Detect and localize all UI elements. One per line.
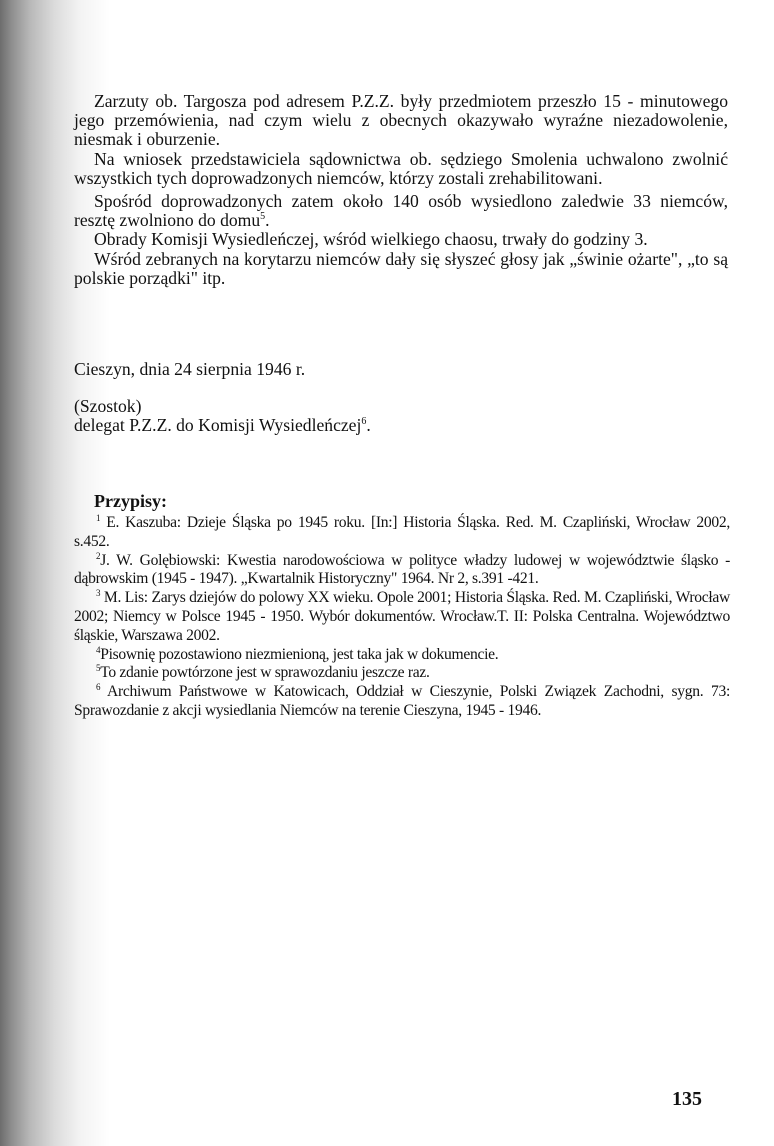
footnote-6	[74, 683, 730, 721]
footnotes-list	[74, 514, 730, 721]
paragraph-2: Na wniosek przedstawiciela sądownictwa ob. sędziego Smolenia uchwalono zwolnić wszystkich tych doprowadzonych niemców, którzy zostali zrehabilitowani.	[74, 148, 728, 188]
footnote-4	[74, 646, 730, 665]
footnote-ref-6[interactable]: 6	[361, 416, 367, 428]
signature-name: (Szostok)	[74, 396, 142, 417]
footnote-text: To zdanie powtórzone jest w sprawozdaniu jeszcze raz.	[100, 664, 430, 682]
footnote-number: 1	[96, 512, 101, 523]
date-line: Cieszyn, dnia 24 sierpnia 1946 r.	[74, 359, 306, 379]
footnote-number: 4	[96, 644, 101, 655]
footnote-number: 3	[96, 588, 101, 598]
footnotes-heading: Przypisy:	[94, 491, 167, 511]
signature-role-text: delegat P.Z.Z. do Komisji Wysiedleńczej	[74, 415, 362, 436]
signature-end: .	[366, 415, 371, 436]
signature-role	[74, 416, 728, 435]
paragraph-3	[74, 192, 728, 230]
footnote-text: M. Lis: Zarys dziejów do polowy XX wieku. Opole 2001; Historia Śląska. Red. M. Czapliński, Wrocław 2002; Niemcy w Polsce 1945 - 1950. Wybór dokumentów. Wrocław.T. II: Polska Centralna. Województwo śląskie, Warszawa 2002.	[74, 589, 731, 644]
footnote-text: Pisownię pozostawiono niezmienioną, jest taka jak w dokumencie.	[100, 645, 499, 663]
footnote-text: Archiwum Państwowe w Katowicach, Oddział w Cieszynie, Polski Związek Zachodni, sygn. 73: Sprawozdanie z akcji wysiedlania Niemców na terenie Cieszyna, 1945 - 1946.	[74, 683, 730, 719]
paragraph-4: Obrady Komisji Wysiedleńczej, wśród wielkiego chaosu, trwały do godziny 3.	[94, 229, 648, 250]
footnote-text: E. Kaszuba: Dzieje Śląska po 1945 roku. [In:] Historia Śląska. Red. M. Czapliński, Wrocław 2002, s.452.	[74, 514, 730, 550]
paragraph-5: Wśród zebranych na korytarzu niemców dały się słyszeć głosy jak „świnie ożarte", „to są polskie porządki" itp.	[74, 248, 728, 288]
footnote-number: 5	[96, 663, 101, 674]
footnote-number: 2	[96, 550, 101, 561]
footnote-text: J. W. Golębiowski: Kwestia narodowościowa w polityce władzy ludowej w województwie śląsko - dąbrowskim (1945 - 1947). „Kwartalnik Historyczny" 1964. Nr 2, s.391 -421.	[74, 551, 730, 588]
page-number: 135	[672, 1088, 702, 1110]
footnote-1	[74, 514, 730, 552]
paragraph-3-end: .	[265, 210, 270, 231]
body-text	[74, 92, 728, 288]
footnote-3	[74, 589, 730, 645]
footnote-2	[74, 552, 730, 590]
closing-block	[74, 360, 728, 436]
paragraph-3-text: Spośród doprowadzonych zatem około 140 osób wysiedlono zaledwie 33 niemców, resztę zwolniono do domu	[74, 191, 728, 231]
footnote-ref-5[interactable]: 5	[260, 211, 266, 223]
footnote-5	[74, 664, 730, 683]
footnote-number: 6	[96, 681, 101, 692]
paragraph-1: Zarzuty ob. Targosza pod adresem P.Z.Z. były przedmiotem przeszło 15 - minutowego jego przemówienia, nad czym wielu z obecnych okazywało wyraźne niezadowolenie, niesmak i oburzenie.	[74, 91, 728, 150]
